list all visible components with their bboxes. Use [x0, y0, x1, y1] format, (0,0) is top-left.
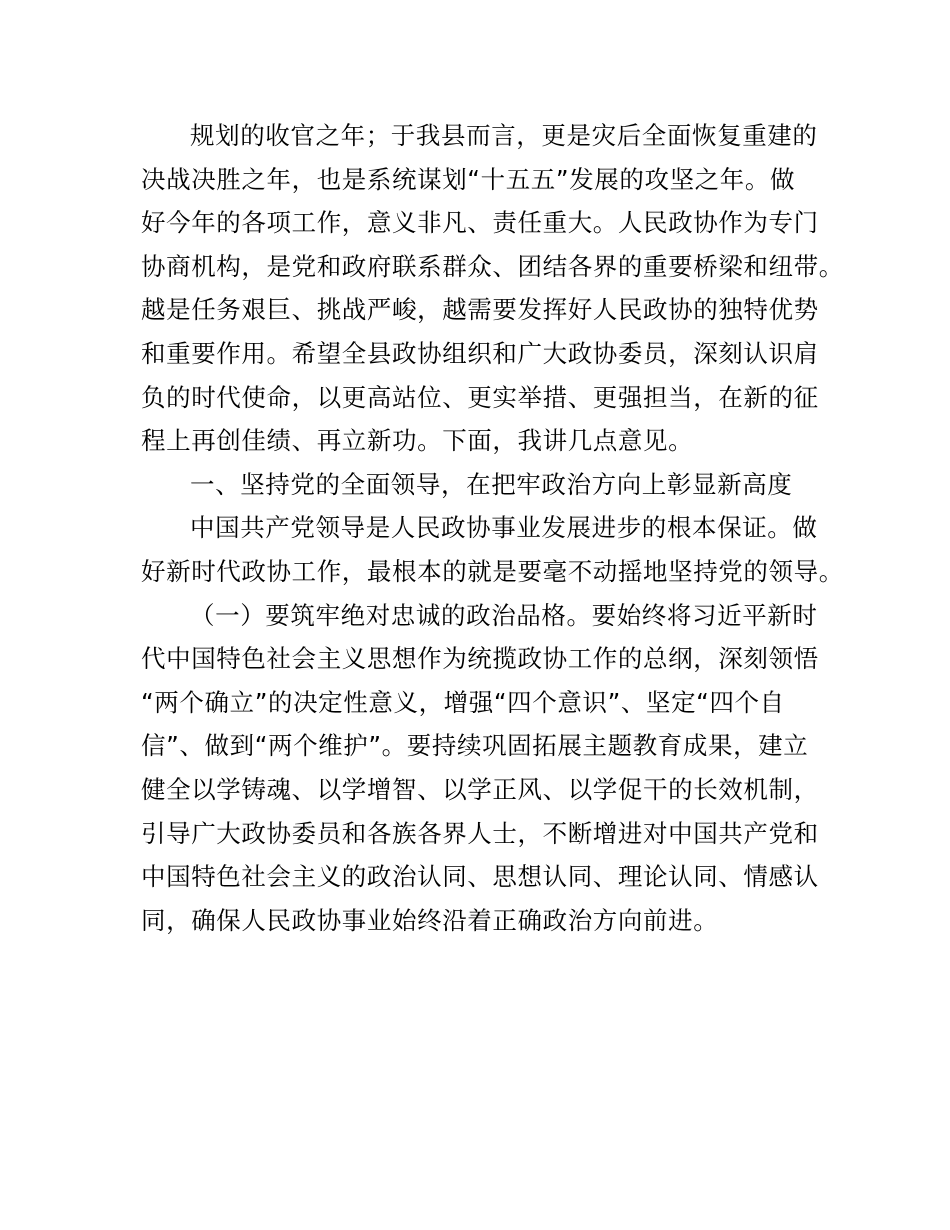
- text-line: 代中国特色社会主义思想作为统揽政协工作的总纲，深刻领悟: [141, 644, 819, 674]
- paragraph-intro: [141, 114, 844, 463]
- text-line: 规划的收官之年；于我县而言，更是灾后全面恢复重建的: [190, 121, 818, 150]
- text-line: 引导广大政协委员和各族各界人士，不断增进对中国共产党和: [141, 818, 819, 848]
- text-line: 好今年的各项工作，意义非凡、责任重大。人民政协作为专门: [141, 208, 819, 238]
- text-line: 越是任务艰巨、挑战严峻，越需要发挥好人民政协的独特优势: [141, 295, 819, 325]
- text-line: （一）要筑牢绝对忠诚的政治品格。要始终将习近平新时: [190, 600, 818, 630]
- text-line: 信”、做到“两个维护”。要持续巩固拓展主题教育成果，建立: [141, 731, 809, 761]
- text-line: 协商机构，是党和政府联系群众、团结各界的重要桥梁和纽带。: [141, 251, 844, 281]
- heading-line: 一、坚持党的全面领导，在把牢政治方向上彰显新高度: [190, 469, 793, 499]
- text-line: 和重要作用。希望全县政协组织和广大政协委员，深刻认识肩: [141, 338, 819, 368]
- text-line: 决战决胜之年，也是系统谋划“十五五”发展的攻坚之年。做: [141, 164, 796, 194]
- text-line: 中国共产党领导是人民政协事业发展进步的根本保证。做: [190, 513, 818, 543]
- paragraph-political-loyalty: [141, 594, 819, 943]
- document-body: [141, 114, 844, 942]
- text-line: “两个确立”的决定性意义，增强“四个意识”、坚定“四个自: [141, 687, 785, 717]
- text-line: 同，确保人民政协事业始终沿着正确政治方向前进。: [141, 905, 719, 935]
- text-line: 程上再创佳绩、再立新功。下面，我讲几点意见。: [141, 426, 694, 456]
- text-line: 中国特色社会主义的政治认同、思想认同、理论认同、情感认: [141, 862, 819, 892]
- text-line: 负的时代使命，以更高站位、更实举措、更强担当，在新的征: [141, 382, 819, 412]
- paragraph-party-leadership: [141, 506, 844, 593]
- text-line: 健全以学铸魂、以学增智、以学正风、以学促干的长效机制，: [141, 774, 819, 804]
- text-line: 好新时代政协工作，最根本的就是要毫不动摇地坚持党的领导。: [141, 556, 844, 586]
- section-heading: [141, 463, 813, 507]
